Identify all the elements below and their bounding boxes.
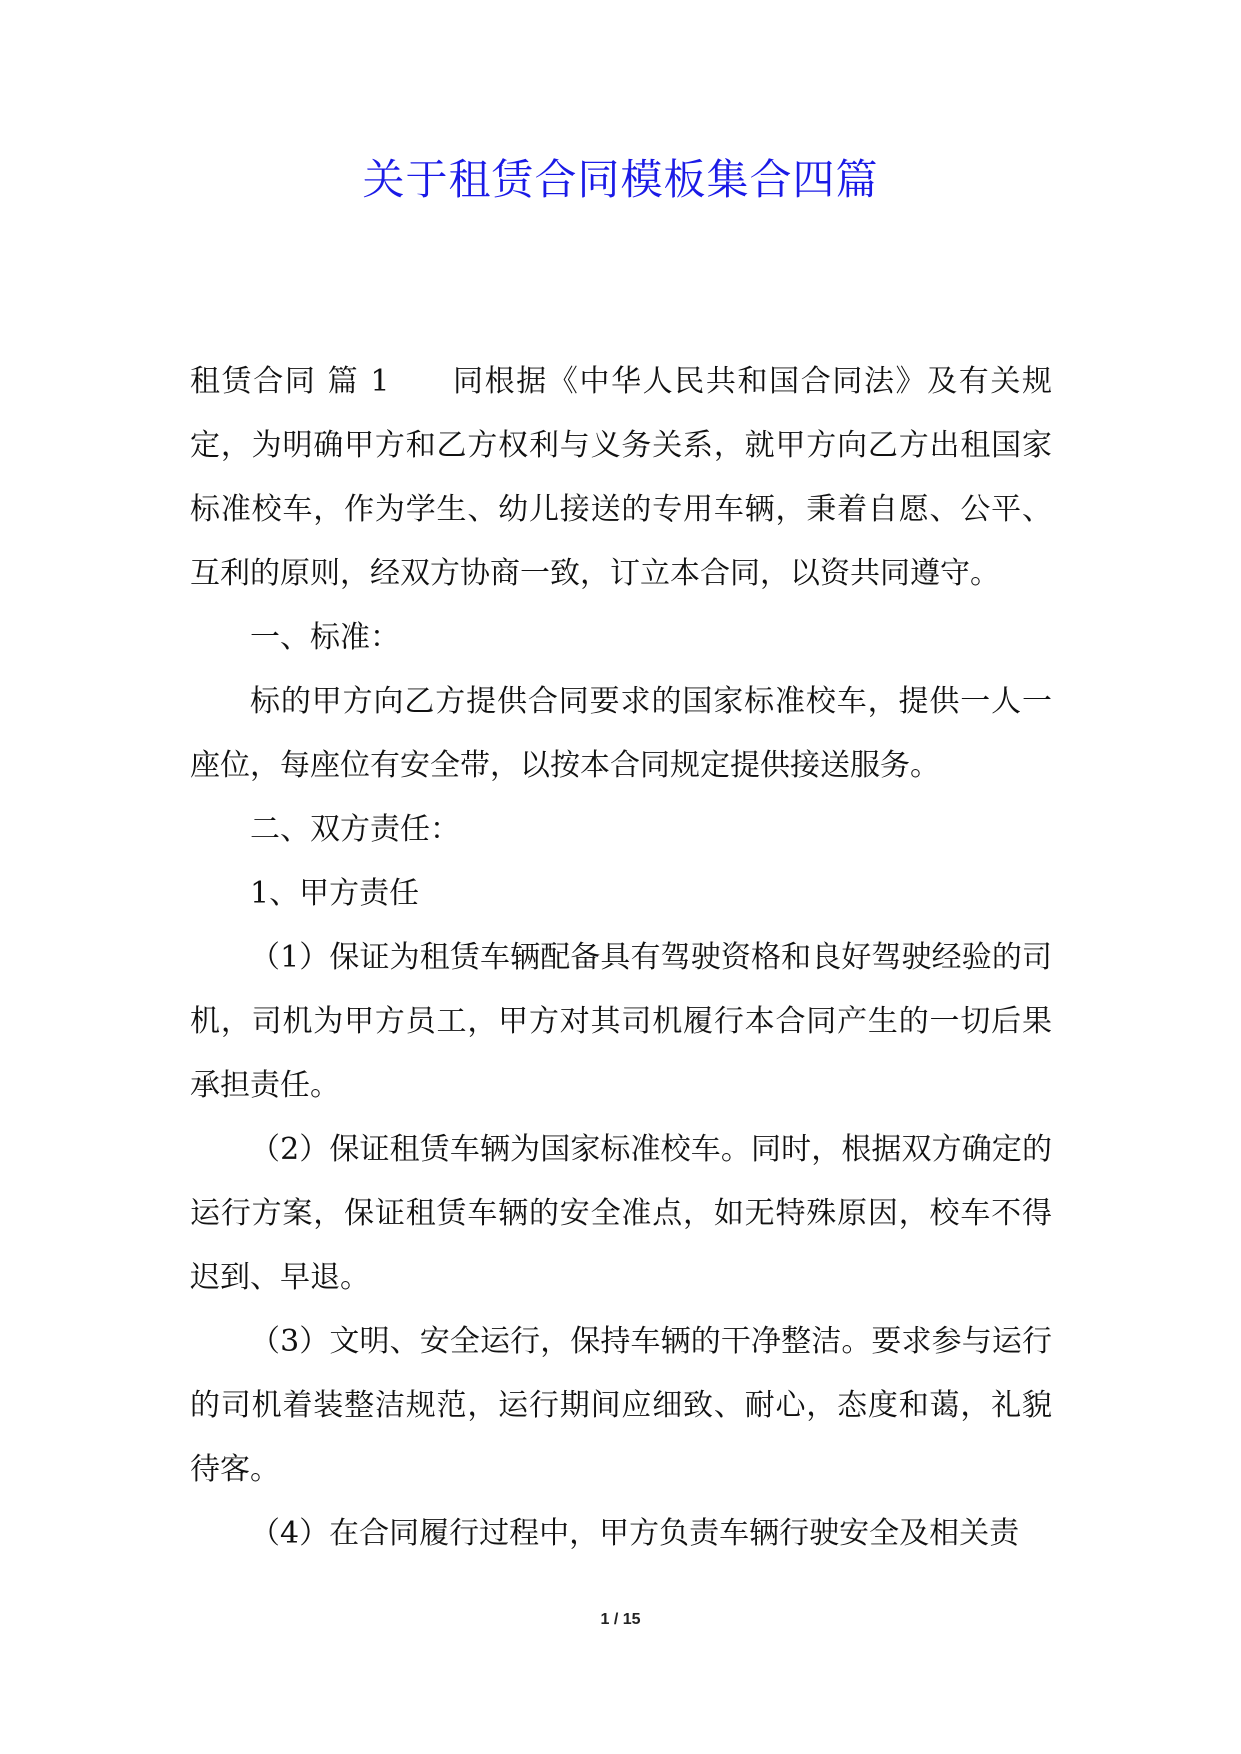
clause-3: （3）文明、安全运行，保持车辆的干净整洁。要求参与运行的司机着装整洁规范，运行期间应细致、耐心，态度和蔼，礼貌待客。 [190,1324,1052,1487]
document-body [190,350,1052,1566]
section-label: 租赁合同 篇 1 [190,364,390,399]
paragraph-intro [190,350,1052,606]
clause-1: （1）保证为租赁车辆配备具有驾驶资格和良好驾驶经验的司机，司机为甲方员工，甲方对其司机履行本合同产生的一切后果承担责任。 [190,940,1052,1103]
clause-4: （4）在合同履行过程中，甲方负责车辆行驶安全及相关责 [250,1516,1020,1551]
clause-2: （2）保证租赁车辆为国家标准校车。同时，根据双方确定的运行方案，保证租赁车辆的安全准点，如无特殊原因，校车不得迟到、早退。 [190,1132,1052,1295]
heading-responsibilities: 二、双方责任： [250,812,460,847]
document-title: 关于租赁合同模板集合四篇 [362,155,879,204]
paragraph-text: 同根据《中华人民共和国合同法》及有关规定，为明确甲方和乙方权利与义务关系，就甲方向乙方出租国家标准校车，作为学生、幼儿接送的专用车辆，秉着自愿、公平、互利的原则，经双方协商一致，订立本合同，以资共同遵守。 [190,364,1052,591]
heading-standard: 一、标准： [250,620,400,655]
page-number: 1 / 15 [600,1611,641,1628]
paragraph-standard: 标的甲方向乙方提供合同要求的国家标准校车，提供一人一座位，每座位有安全带，以按本合同规定提供接送服务。 [190,684,1052,783]
heading-party-a: 1、甲方责任 [250,876,420,911]
